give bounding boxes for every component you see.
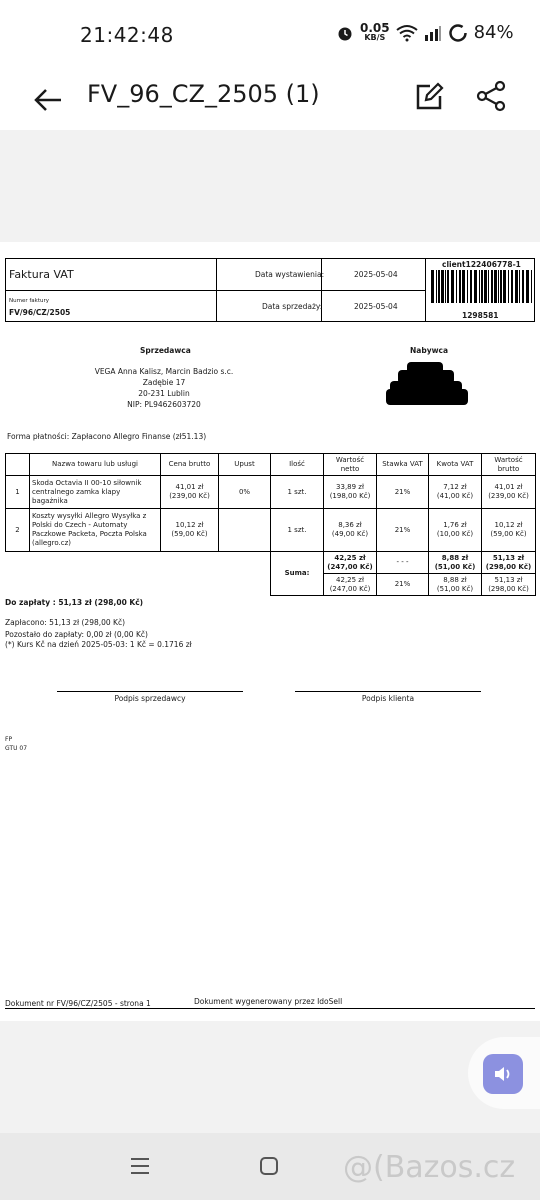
speaker-icon bbox=[483, 1054, 523, 1094]
client-id: client122406778-1 bbox=[442, 260, 521, 269]
seller-nip: NIP: PL9462603720 bbox=[127, 400, 201, 409]
viewer-background-top bbox=[0, 130, 540, 242]
invoice-title: Faktura VAT bbox=[9, 268, 74, 281]
status-time: 21:42:48 bbox=[80, 23, 174, 47]
invoice-number: FV/96/CZ/2505 bbox=[9, 308, 71, 317]
seller-street: Zadębie 17 bbox=[142, 378, 186, 387]
footer-document-number: Dokument nr FV/96/CZ/2505 - strona 1 bbox=[5, 999, 151, 1008]
share-icon bbox=[472, 76, 512, 116]
table-header-row: Nazwa towaru lub usługi Cena brutto Upust Ilość Wartość netto Stawka VAT Kwota VAT Wartość brutto bbox=[6, 454, 536, 476]
edit-button[interactable] bbox=[410, 76, 450, 116]
document-page[interactable] bbox=[0, 242, 540, 1021]
home-square-icon bbox=[254, 1151, 284, 1181]
client-signature-line bbox=[295, 691, 481, 692]
battery-icon bbox=[448, 23, 468, 43]
read-aloud-button[interactable] bbox=[483, 1054, 523, 1094]
signal-icon bbox=[424, 25, 442, 41]
home-button[interactable] bbox=[254, 1151, 284, 1181]
viewer-background-bottom bbox=[0, 1021, 540, 1133]
seller-heading: Sprzedawca bbox=[140, 346, 191, 355]
edit-icon bbox=[410, 76, 450, 116]
back-button[interactable] bbox=[28, 78, 68, 118]
network-speed: 0.05 KB/S bbox=[360, 20, 390, 42]
seller-signature-line bbox=[57, 691, 243, 692]
sum-vat-row: 42,25 zł (247,00 Kč) 21% 8,88 zł (51,00 Kč) 51,13 zł (298,00 Kč) bbox=[6, 574, 536, 596]
seller-signature-label: Podpis sprzedawcy bbox=[114, 694, 186, 703]
watermark: @(Bazos.cz bbox=[343, 1150, 516, 1185]
seller-city: 20-231 Lublin bbox=[138, 389, 190, 398]
arrow-left-icon bbox=[28, 78, 68, 118]
footer-line bbox=[5, 1008, 535, 1009]
issue-date: 2025-05-04 bbox=[354, 270, 398, 279]
issue-date-label: Data wystawienia: bbox=[255, 270, 325, 279]
invoice-number-label: Numer faktury bbox=[9, 298, 50, 304]
table-row: 1 Skoda Octavia II 00-10 siłownik centralnego zamka klapy bagażnika 41,01 zł (239,00 Kč) 0% 1 szt. 33,89 zł (198,00 Kč) 21% 7,12 zł (41,00 Kč) 41,01 zł (239,00 Kč) bbox=[6, 476, 536, 509]
sum-total-row: Suma: 42,25 zł (247,00 Kč) - - - 8,88 zł (51,00 Kč) 51,13 zł (298,00 Kč) bbox=[6, 552, 536, 574]
status-bar bbox=[0, 0, 540, 70]
footer-generated-by: Dokument wygenerowany przez IdoSell bbox=[194, 997, 343, 1006]
amount-remaining: Pozostało do zapłaty: 0,00 zł (0,00 Kč) bbox=[5, 630, 148, 639]
buyer-heading: Nabywca bbox=[410, 346, 449, 355]
client-signature-label: Podpis klienta bbox=[361, 694, 415, 703]
exchange-rate-note: (*) Kurs Kč na dzień 2025-05-03: 1 Kč = 0.1716 zł bbox=[5, 640, 192, 649]
recent-apps-button[interactable] bbox=[125, 1151, 155, 1181]
share-button[interactable] bbox=[472, 76, 512, 116]
alarm-icon bbox=[336, 24, 354, 42]
sale-date: 2025-05-04 bbox=[354, 302, 398, 311]
wifi-icon bbox=[396, 24, 418, 42]
sum-label: Suma: bbox=[271, 552, 324, 596]
seller-name: VEGA Anna Kalisz, Marcin Badzio s.c. bbox=[94, 367, 234, 376]
gtu-code: GTU 07 bbox=[5, 745, 28, 752]
app-bar bbox=[0, 70, 540, 130]
barcode-image bbox=[431, 270, 533, 303]
battery-percent: 84% bbox=[473, 22, 514, 43]
table-row: 2 Koszty wysyłki Allegro Wysyłka z Polski do Czech - Automaty Paczkowe Packeta, Poczta Polska (allegro.cz) 10,12 zł (59,00 Kč) 1 szt. 8,36 zł (49,00 Kč) 21% 1,76 zł (10,00 Kč) 10,12 zł (59,00 Kč) bbox=[6, 509, 536, 552]
items-table bbox=[5, 453, 536, 596]
barcode-number: 1298581 bbox=[462, 311, 499, 320]
sale-date-label: Data sprzedaży: bbox=[262, 302, 323, 311]
fp-code: FP bbox=[5, 736, 13, 743]
amount-to-pay: Do zapłaty : 51,13 zł (298,00 Kč) bbox=[5, 598, 144, 607]
status-icons bbox=[336, 22, 514, 43]
invoice-header-box bbox=[5, 258, 535, 322]
navigation-bar bbox=[0, 1133, 540, 1200]
document-title: FV_96_CZ_2505 (1) bbox=[87, 80, 320, 108]
payment-form: Forma płatności: Zapłacono Allegro Finanse (zł51.13) bbox=[7, 432, 207, 441]
amount-paid: Zapłacono: 51,13 zł (298,00 Kč) bbox=[5, 618, 126, 627]
menu-lines-icon bbox=[125, 1151, 155, 1181]
